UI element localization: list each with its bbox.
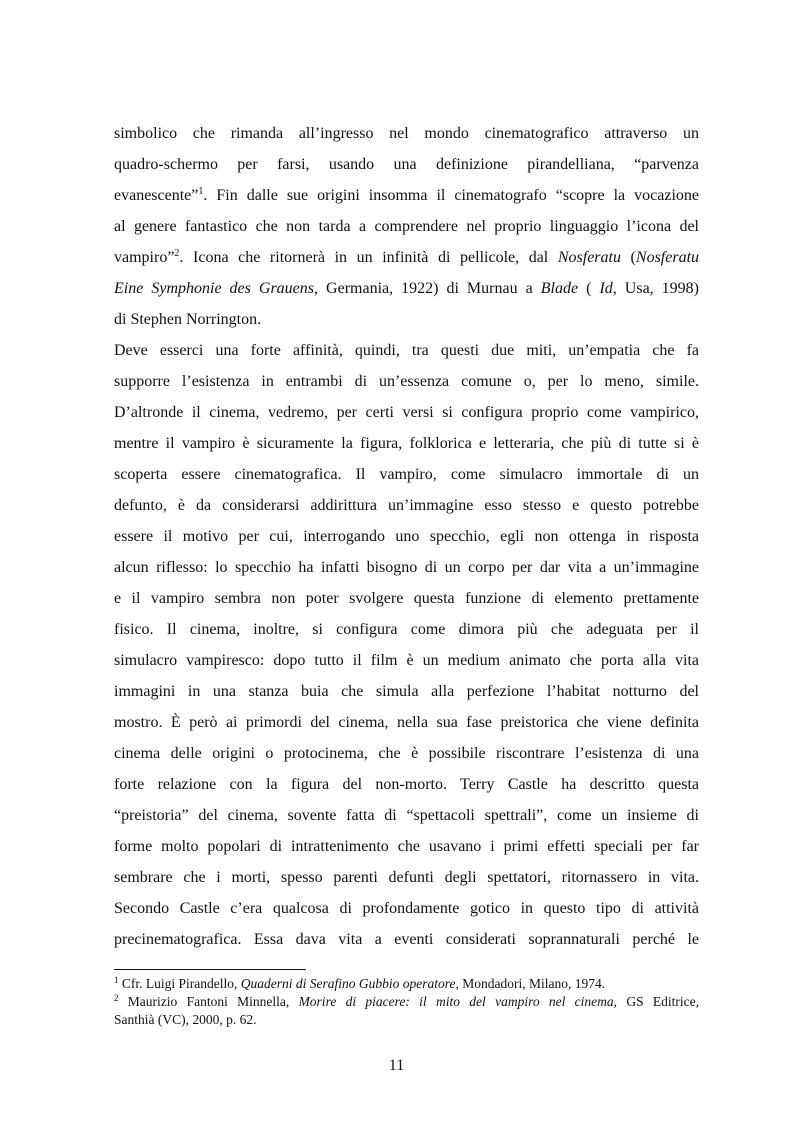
body-line-25: sembrare che i morti, spesso parenti defunti degli spettatori, ritornassero in vita.: [114, 869, 699, 886]
body-line-14: essere il motivo per cui, interrogando uno specchio, egli non ottenga in risposta: [114, 528, 699, 545]
footnote-1: [114, 976, 699, 992]
body-line-10: D’altronde il cinema, vedremo, per certi versi si configura proprio come vampirico,: [114, 404, 699, 421]
body-line-13: defunto, è da considerarsi addirittura un’immagine esso stesso e questo potrebbe: [114, 497, 699, 514]
text: Maurizio Fantoni Minnella,: [118, 994, 299, 1009]
body-line-17: fisico. Il cinema, inoltre, si configura come dimora più che adeguata per il: [114, 621, 699, 638]
text: vampiro”: [114, 249, 175, 266]
footnote-ref-1: 1: [198, 186, 204, 197]
body-line-20: mostro. È però ai primordi del cinema, nella sua fase preistorica che viene definita: [114, 714, 699, 731]
film-title: Nosferatu: [635, 249, 700, 266]
body-line-1: simbolico che rimanda all’ingresso nel mondo cinematografico attraverso un: [114, 125, 699, 142]
body-line-21: cinema delle origini o protocinema, che è possibile riscontrare l’esistenza di una: [114, 745, 699, 762]
text: , Germania, 1922) di Murnau a: [314, 280, 541, 297]
text: . Fin dalle sue origini insomma il cinematografo “scopre la vocazione: [203, 187, 699, 204]
body-line-24: forme molto popolari di intrattenimento che usavano i primi effetti speciali per far: [114, 838, 699, 855]
film-title: Blade: [540, 280, 579, 297]
text: . Icona che ritornerà in un infinità di pellicole, dal: [179, 249, 558, 266]
footnote-2: [114, 994, 699, 1010]
body-line-12: scoperta essere cinematografica. Il vampiro, come simulacro immortale di un: [114, 466, 699, 483]
footnote-2-continued: Santhià (VC), 2000, p. 62.: [114, 1012, 257, 1027]
body-line-27: precinematografica. Essa dava vita a eventi considerati soprannaturali perché le: [114, 931, 699, 948]
text: (: [620, 249, 636, 266]
body-line-9: supporre l’esistenza in entrambi di un’essenza comune o, per lo meno, simile.: [114, 373, 699, 390]
text: Cfr. Luigi Pirandello,: [118, 976, 241, 991]
text: , GS Editrice,: [613, 994, 699, 1009]
film-title: Id: [599, 280, 613, 297]
body-line-3: [114, 180, 699, 211]
text: , Usa, 1998): [612, 280, 700, 297]
footnote-ref-2: 2: [174, 248, 180, 259]
body-line-6: [114, 273, 699, 304]
film-title: Eine Symphonie des Grauens: [114, 280, 315, 297]
book-title: Morire di piacere: il mito del vampiro nel cinema: [298, 994, 614, 1009]
body-line-5: [114, 242, 699, 273]
text: , Mondadori, Milano, 1974.: [455, 976, 606, 991]
footnote-number: 1: [114, 975, 119, 985]
page-number: 11: [388, 1057, 405, 1074]
film-title: Nosferatu: [557, 249, 621, 266]
text: (: [578, 280, 600, 297]
body-line-7: di Stephen Norrington.: [114, 311, 262, 328]
body-line-22: forte relazione con la figura del non-morto. Terry Castle ha descritto questa: [114, 776, 699, 793]
body-line-18: simulacro vampiresco: dopo tutto il film è un medium animato che porta alla vita: [114, 652, 699, 669]
body-line-2: quadro-schermo per farsi, usando una definizione pirandelliana, “parvenza: [114, 156, 699, 173]
body-line-23: “preistoria” del cinema, sovente fatta di “spettacoli spettrali”, come un insieme di: [114, 807, 699, 824]
body-line-19: immagini in una stanza buia che simula alla perfezione l’habitat notturno del: [114, 683, 699, 700]
body-line-26: Secondo Castle c’era qualcosa di profondamente gotico in questo tipo di attività: [114, 900, 699, 917]
body-line-4: al genere fantastico che non tarda a comprendere nel proprio linguaggio l’icona del: [114, 218, 699, 235]
body-line-15: alcun riflesso: lo specchio ha infatti bisogno di un corpo per dar vita a un’immagine: [114, 559, 699, 576]
footnote-number: 2: [114, 993, 119, 1003]
text: evanescente”: [114, 187, 199, 204]
footnote-separator: [114, 969, 306, 970]
body-line-8: Deve esserci una forte affinità, quindi, tra questi due miti, un’empatia che fa: [114, 342, 699, 359]
body-line-16: e il vampiro sembra non poter svolgere questa funzione di elemento prettamente: [114, 590, 699, 607]
book-title: Quaderni di Serafino Gubbio operatore: [240, 976, 456, 991]
body-line-11: mentre il vampiro è sicuramente la figura, folklorica e letteraria, che più di tutte si è: [114, 435, 699, 452]
